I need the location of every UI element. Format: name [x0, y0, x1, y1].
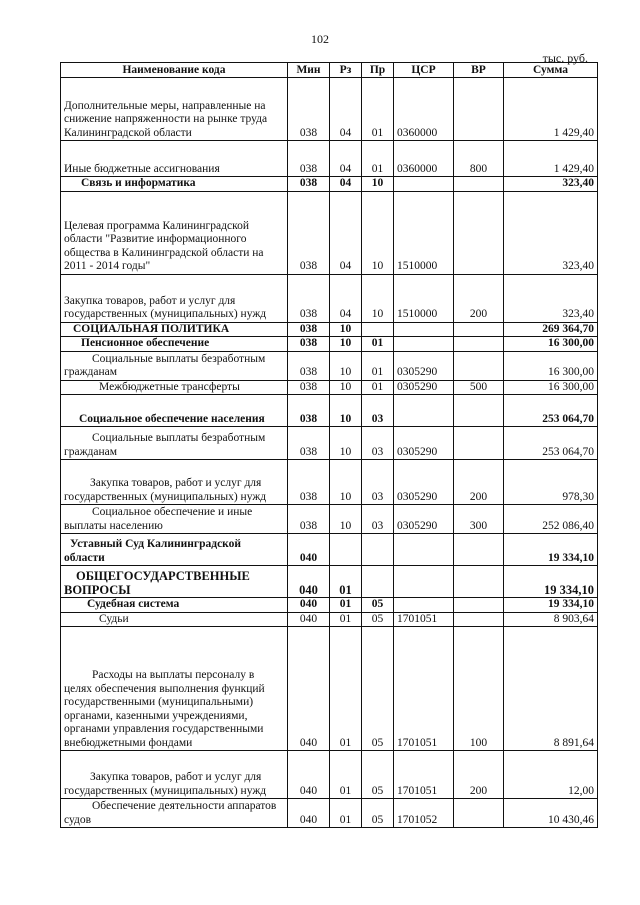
row-min: 038	[288, 380, 330, 395]
row-min: 038	[288, 274, 330, 322]
table-row	[61, 627, 598, 751]
row-min: 038	[288, 337, 330, 352]
row-vr	[454, 799, 504, 828]
row-vr	[454, 78, 504, 141]
table-row	[61, 78, 598, 141]
row-vr: 800	[454, 141, 504, 177]
row-pr: 10	[362, 177, 394, 192]
row-rz: 01	[330, 751, 362, 799]
table-header-row	[61, 63, 598, 78]
row-name: Судьи	[61, 612, 288, 627]
row-sum: 8 891,64	[504, 627, 598, 751]
row-csr: 0305290	[394, 351, 454, 380]
row-rz: 04	[330, 177, 362, 192]
row-csr: 0360000	[394, 141, 454, 177]
row-name: СОЦИАЛЬНАЯ ПОЛИТИКА	[61, 322, 288, 337]
row-name: Закупка товаров, работ и услуг для государственных (муниципальных) нужд	[61, 751, 288, 799]
row-rz: 04	[330, 191, 362, 274]
row-pr: 01	[362, 337, 394, 352]
row-min: 038	[288, 395, 330, 427]
row-sum: 16 300,00	[504, 337, 598, 352]
row-sum: 16 300,00	[504, 351, 598, 380]
row-rz: 10	[330, 351, 362, 380]
row-rz: 10	[330, 460, 362, 505]
row-sum: 19 334,10	[504, 566, 598, 598]
row-pr: 03	[362, 505, 394, 534]
row-pr: 05	[362, 751, 394, 799]
row-csr: 1701051	[394, 627, 454, 751]
row-name: Закупка товаров, работ и услуг для государственных (муниципальных) нужд	[61, 460, 288, 505]
row-pr: 03	[362, 460, 394, 505]
header-vr: ВР	[454, 63, 504, 78]
row-pr: 10	[362, 191, 394, 274]
row-pr: 10	[362, 274, 394, 322]
row-pr	[362, 534, 394, 566]
row-vr	[454, 337, 504, 352]
row-name: Социальные выплаты безработным гражданам	[61, 427, 288, 460]
row-rz	[330, 534, 362, 566]
row-pr: 05	[362, 627, 394, 751]
table-row	[61, 566, 598, 598]
row-name: Закупка товаров, работ и услуг для государственных (муниципальных) нужд	[61, 274, 288, 322]
row-sum: 1 429,40	[504, 141, 598, 177]
row-sum: 10 430,46	[504, 799, 598, 828]
row-min: 040	[288, 612, 330, 627]
row-name: Обеспечение деятельности аппаратов судов	[61, 799, 288, 828]
row-rz: 01	[330, 627, 362, 751]
row-csr: 1701051	[394, 612, 454, 627]
row-vr: 200	[454, 460, 504, 505]
row-pr: 03	[362, 395, 394, 427]
row-pr: 05	[362, 598, 394, 613]
row-vr	[454, 351, 504, 380]
row-sum: 269 364,70	[504, 322, 598, 337]
row-csr: 0305290	[394, 380, 454, 395]
row-name: Пенсионное обеспечение	[61, 337, 288, 352]
row-csr: 1510000	[394, 274, 454, 322]
table-row	[61, 799, 598, 828]
row-name: ОБЩЕГОСУДАРСТВЕННЫЕ ВОПРОСЫ	[61, 566, 288, 598]
row-pr: 05	[362, 612, 394, 627]
row-csr: 1701052	[394, 799, 454, 828]
table-row	[61, 322, 598, 337]
table-row	[61, 351, 598, 380]
row-vr	[454, 395, 504, 427]
table-row	[61, 427, 598, 460]
row-rz: 01	[330, 598, 362, 613]
row-rz: 10	[330, 395, 362, 427]
row-min: 038	[288, 177, 330, 192]
row-pr: 05	[362, 799, 394, 828]
row-min: 040	[288, 627, 330, 751]
row-vr: 300	[454, 505, 504, 534]
row-name: Связь и информатика	[61, 177, 288, 192]
row-sum: 323,40	[504, 177, 598, 192]
table-row	[61, 460, 598, 505]
row-min: 040	[288, 799, 330, 828]
row-rz: 10	[330, 322, 362, 337]
row-csr: 0305290	[394, 460, 454, 505]
header-min: Мин	[288, 63, 330, 78]
row-name: Социальное обеспечение населения	[61, 395, 288, 427]
row-sum: 978,30	[504, 460, 598, 505]
table-row	[61, 274, 598, 322]
row-pr: 03	[362, 427, 394, 460]
row-vr	[454, 177, 504, 192]
row-min: 038	[288, 505, 330, 534]
row-sum: 12,00	[504, 751, 598, 799]
header-pr: Пр	[362, 63, 394, 78]
page-number: 102	[311, 32, 329, 46]
row-sum: 1 429,40	[504, 78, 598, 141]
row-vr: 200	[454, 751, 504, 799]
row-vr	[454, 427, 504, 460]
row-rz: 01	[330, 566, 362, 598]
table-row	[61, 534, 598, 566]
row-sum: 323,40	[504, 191, 598, 274]
table-row	[61, 612, 598, 627]
table-row	[61, 337, 598, 352]
header-rz: Рз	[330, 63, 362, 78]
row-csr	[394, 337, 454, 352]
row-rz: 10	[330, 427, 362, 460]
row-csr: 0305290	[394, 427, 454, 460]
row-min: 038	[288, 141, 330, 177]
row-csr	[394, 395, 454, 427]
row-vr	[454, 534, 504, 566]
row-rz: 04	[330, 141, 362, 177]
row-name: Социальное обеспечение и иные выплаты населению	[61, 505, 288, 534]
table-row	[61, 751, 598, 799]
row-csr: 1701051	[394, 751, 454, 799]
row-csr: 0360000	[394, 78, 454, 141]
table-row	[61, 177, 598, 192]
row-vr	[454, 612, 504, 627]
row-min: 038	[288, 460, 330, 505]
row-vr: 200	[454, 274, 504, 322]
row-name: Расходы на выплаты персоналу в целях обеспечения выполнения функций государственными (муниципальными) органами, казенными учреждениями, органами управления государственными внебюджетными фондами	[61, 627, 288, 751]
row-pr	[362, 322, 394, 337]
table-row	[61, 598, 598, 613]
row-sum: 19 334,10	[504, 534, 598, 566]
row-name: Уставный Суд Калининградской области	[61, 534, 288, 566]
row-pr: 01	[362, 380, 394, 395]
row-csr	[394, 534, 454, 566]
row-sum: 253 064,70	[504, 427, 598, 460]
row-csr	[394, 598, 454, 613]
row-vr	[454, 322, 504, 337]
row-min: 038	[288, 78, 330, 141]
row-min: 040	[288, 751, 330, 799]
row-rz: 01	[330, 612, 362, 627]
row-sum: 8 903,64	[504, 612, 598, 627]
row-min: 040	[288, 598, 330, 613]
row-min: 038	[288, 191, 330, 274]
row-sum: 323,40	[504, 274, 598, 322]
row-pr: 01	[362, 351, 394, 380]
row-csr	[394, 566, 454, 598]
row-name: Целевая программа Калининградской области "Развитие информационного общества в Калининградской области на 2011 - 2014 годы"	[61, 191, 288, 274]
row-pr	[362, 566, 394, 598]
table-row	[61, 191, 598, 274]
row-vr: 500	[454, 380, 504, 395]
row-vr: 100	[454, 627, 504, 751]
row-min: 038	[288, 427, 330, 460]
row-rz: 04	[330, 274, 362, 322]
header-csr: ЦСР	[394, 63, 454, 78]
row-rz: 10	[330, 380, 362, 395]
table-row	[61, 380, 598, 395]
row-min: 038	[288, 351, 330, 380]
table-row	[61, 395, 598, 427]
row-min: 040	[288, 534, 330, 566]
table-row	[61, 505, 598, 534]
row-pr: 01	[362, 141, 394, 177]
row-sum: 252 086,40	[504, 505, 598, 534]
row-csr	[394, 177, 454, 192]
row-min: 038	[288, 322, 330, 337]
row-sum: 19 334,10	[504, 598, 598, 613]
row-name: Иные бюджетные ассигнования	[61, 141, 288, 177]
row-min: 040	[288, 566, 330, 598]
row-vr	[454, 598, 504, 613]
row-rz: 01	[330, 799, 362, 828]
row-csr	[394, 322, 454, 337]
row-name: Судебная система	[61, 598, 288, 613]
row-rz: 04	[330, 78, 362, 141]
units-label: тыс. руб.	[542, 51, 588, 65]
row-sum: 253 064,70	[504, 395, 598, 427]
row-rz: 10	[330, 337, 362, 352]
row-vr	[454, 566, 504, 598]
row-vr	[454, 191, 504, 274]
row-sum: 16 300,00	[504, 380, 598, 395]
row-rz: 10	[330, 505, 362, 534]
header-name: Наименование кода	[61, 63, 288, 78]
row-name: Межбюджетные трансферты	[61, 380, 288, 395]
header-sum: Сумма	[504, 63, 598, 78]
row-pr: 01	[362, 78, 394, 141]
row-name: Дополнительные меры, направленные на снижение напряженности на рынке труда Калининградской области	[61, 78, 288, 141]
row-name: Социальные выплаты безработным гражданам	[61, 351, 288, 380]
row-csr: 1510000	[394, 191, 454, 274]
row-csr: 0305290	[394, 505, 454, 534]
table-row	[61, 141, 598, 177]
budget-table	[60, 62, 598, 828]
